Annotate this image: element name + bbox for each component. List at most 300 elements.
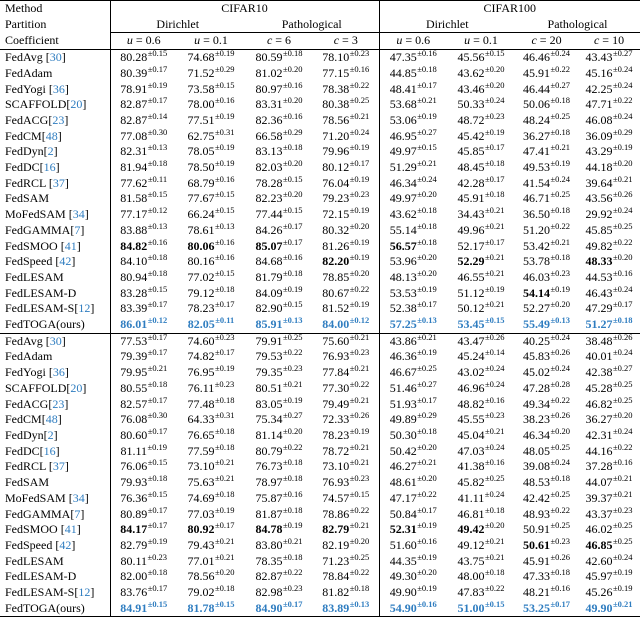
mean-value: 75.34 — [255, 412, 283, 427]
value-cell — [379, 254, 447, 270]
value-cell — [245, 551, 313, 570]
citation-link[interactable]: 20 — [70, 97, 83, 112]
plus-minus: ± — [613, 441, 618, 452]
std-value — [417, 237, 437, 247]
citation-link[interactable]: 7 — [74, 506, 81, 521]
std-value — [350, 567, 370, 577]
std-number: 0.18 — [152, 267, 168, 278]
mean-value: 51.27 — [585, 317, 613, 332]
std-value — [550, 599, 570, 609]
mean-value: 50.42 — [389, 443, 417, 458]
plus-minus: ± — [417, 142, 422, 153]
table-row — [0, 444, 640, 460]
std-number: 0.24 — [555, 48, 571, 59]
value-cell — [245, 317, 313, 333]
plus-minus: ± — [613, 488, 618, 499]
cite-open: [ — [52, 254, 60, 269]
cite-open: [ — [45, 175, 53, 190]
std-number: 0.17 — [219, 520, 235, 531]
mean-value: 82.98 — [255, 585, 283, 600]
plus-minus: ± — [484, 488, 490, 499]
plus-minus: ± — [147, 236, 153, 247]
std-value — [550, 48, 570, 58]
mean-value: 53.45 — [457, 317, 485, 332]
std-number: 0.17 — [421, 394, 437, 405]
citation-link[interactable]: 23 — [52, 112, 65, 127]
std-number: 0.24 — [489, 378, 505, 389]
plus-minus: ± — [282, 173, 288, 184]
std-value — [350, 189, 370, 199]
value-cell — [177, 378, 245, 397]
std-number: 0.20 — [421, 567, 437, 578]
mean-value: 78.35 — [255, 553, 283, 568]
std-value — [485, 158, 505, 168]
std-value — [550, 299, 570, 309]
std-value — [283, 95, 303, 105]
std-number: 0.17 — [354, 158, 370, 169]
plus-minus: ± — [417, 220, 422, 231]
std-value — [350, 552, 370, 562]
value-cell — [245, 254, 313, 270]
plus-minus: ± — [214, 126, 220, 137]
std-number: 0.21 — [489, 535, 505, 546]
plus-minus: ± — [613, 48, 618, 59]
citation-link[interactable]: 41 — [64, 522, 77, 537]
plus-minus: ± — [147, 95, 153, 106]
table-row — [0, 522, 640, 538]
citation-link[interactable]: 41 — [64, 238, 77, 253]
plus-minus: ± — [282, 142, 288, 153]
std-value — [613, 347, 633, 357]
plus-minus: ± — [613, 95, 618, 106]
mean-value: 78.28 — [255, 175, 283, 190]
value-cell — [177, 160, 245, 176]
plus-minus: ± — [417, 457, 422, 468]
mean-value: 82.20 — [322, 254, 350, 269]
cite-close: ] — [90, 585, 95, 600]
mean-value: 78.85 — [322, 269, 350, 284]
cite-close: ] — [80, 506, 85, 521]
std-number: 0.21 — [287, 535, 303, 546]
std-number: 0.20 — [489, 520, 505, 531]
citation-link[interactable]: 12 — [78, 585, 91, 600]
mean-value: 82.31 — [120, 144, 148, 159]
plus-minus: ± — [349, 583, 355, 594]
std-value — [283, 205, 303, 215]
std-value — [550, 174, 570, 184]
cite-open: [ — [45, 365, 53, 380]
value-cell — [379, 301, 447, 317]
citation-link[interactable]: 2 — [47, 427, 54, 442]
std-number: 0.16 — [489, 394, 505, 405]
plus-minus: ± — [282, 158, 288, 169]
value-cell — [245, 535, 313, 554]
std-number: 0.21 — [354, 110, 370, 121]
value-cell — [177, 365, 245, 381]
partition-label: Partition — [5, 16, 47, 31]
std-value — [148, 599, 168, 609]
mean-value: 81.94 — [120, 160, 148, 175]
mean-value: 29.92 — [585, 207, 613, 222]
cite-open: [ — [41, 412, 46, 427]
std-value — [283, 347, 303, 357]
std-value — [350, 347, 370, 357]
plus-minus: ± — [613, 267, 618, 278]
mean-value: 80.28 — [120, 50, 148, 65]
cite-close: ] — [64, 459, 69, 474]
method-cell — [0, 176, 110, 192]
citation-link[interactable]: 23 — [52, 396, 65, 411]
std-number: 0.18 — [421, 63, 437, 74]
mean-value: 53.06 — [389, 112, 417, 127]
plus-minus: ± — [147, 267, 153, 278]
mean-value: 85.07 — [255, 238, 283, 253]
value-cell — [245, 475, 313, 491]
plus-minus: ± — [349, 488, 355, 499]
method-name: FedDyn — [5, 144, 44, 159]
mean-value: 48.00 — [457, 569, 485, 584]
std-value — [350, 426, 370, 436]
plus-minus: ± — [349, 110, 355, 121]
plus-minus: ± — [550, 189, 556, 200]
std-number: 0.24 — [489, 95, 505, 106]
value-cell — [379, 598, 447, 617]
plus-minus: ± — [484, 598, 490, 609]
mean-value: 47.29 — [585, 301, 613, 316]
value-cell — [379, 365, 447, 381]
mean-value: 82.90 — [255, 301, 283, 316]
mean-value: 46.95 — [389, 128, 417, 143]
std-number: 0.15 — [152, 48, 168, 59]
mean-value: 43.62 — [457, 65, 485, 80]
mean-value: 49.96 — [457, 222, 485, 237]
mean-value: 38.48 — [585, 333, 613, 348]
std-number: 0.15 — [152, 189, 168, 200]
value-cell — [245, 349, 313, 365]
table-row — [0, 459, 640, 475]
std-value — [550, 536, 570, 546]
table-row — [0, 475, 640, 491]
mean-value: 39.08 — [522, 459, 550, 474]
plus-minus: ± — [550, 220, 556, 231]
std-value — [485, 332, 505, 342]
method-name: FedACG — [5, 112, 49, 127]
std-value — [550, 379, 570, 389]
citation-link[interactable]: 16 — [43, 443, 56, 458]
value-cell — [447, 394, 515, 413]
std-number: 0.26 — [617, 189, 633, 200]
plus-minus: ± — [613, 110, 618, 121]
value-cell — [379, 569, 447, 585]
method-cell — [0, 365, 110, 381]
value-cell — [379, 63, 447, 82]
mean-value: 44.16 — [585, 443, 613, 458]
mean-value: 79.39 — [120, 349, 148, 364]
plus-minus: ± — [484, 79, 490, 90]
std-number: 0.25 — [555, 189, 571, 200]
cite-open: [ — [41, 128, 46, 143]
plus-minus: ± — [550, 142, 556, 153]
citation-link[interactable]: 42 — [59, 537, 72, 552]
std-number: 0.22 — [287, 567, 303, 578]
mean-value: 48.82 — [457, 396, 485, 411]
std-value — [148, 174, 167, 184]
std-number: 0.18 — [152, 567, 168, 578]
coefficient-label: Coefficient — [5, 33, 59, 48]
std-value — [485, 583, 505, 593]
std-value — [613, 583, 633, 593]
cite-close: ] — [57, 412, 62, 427]
plus-minus: ± — [282, 378, 288, 389]
mean-value: 46.34 — [522, 427, 550, 442]
value-cell — [447, 254, 515, 270]
plus-minus: ± — [282, 110, 288, 121]
table-row — [0, 601, 640, 617]
plus-minus: ± — [147, 331, 153, 342]
std-value — [485, 347, 505, 357]
mean-value: 43.56 — [585, 191, 613, 206]
citation-link[interactable]: 2 — [47, 144, 54, 159]
plus-minus: ± — [550, 535, 556, 546]
std-value — [417, 80, 437, 90]
citation-link[interactable]: 48 — [45, 128, 58, 143]
std-number: 0.19 — [354, 142, 370, 153]
std-number: 0.26 — [617, 331, 633, 342]
std-number: 0.22 — [617, 441, 633, 452]
mean-value: 78.86 — [322, 506, 350, 521]
plus-minus: ± — [282, 441, 288, 452]
cite-close: ] — [76, 522, 81, 537]
mean-value: 76.93 — [322, 349, 350, 364]
plus-minus: ± — [282, 551, 288, 562]
method-cell — [0, 113, 110, 129]
value-cell — [245, 50, 313, 66]
table-row — [0, 191, 640, 207]
std-number: 0.15 — [354, 488, 370, 499]
plus-minus: ± — [147, 252, 153, 263]
plus-minus: ± — [613, 347, 618, 358]
std-value — [485, 189, 505, 199]
mean-value: 81.14 — [255, 427, 283, 442]
std-value — [350, 583, 370, 593]
std-value — [215, 268, 235, 278]
value-cell — [177, 301, 245, 317]
mean-value: 39.37 — [585, 490, 613, 505]
std-number: 0.18 — [219, 283, 235, 294]
plus-minus: ± — [417, 363, 422, 374]
mean-value: 80.97 — [255, 81, 283, 96]
std-number: 0.21 — [354, 394, 370, 405]
citation-link[interactable]: 20 — [70, 380, 83, 395]
std-number: 0.18 — [354, 583, 370, 594]
std-value — [215, 189, 235, 199]
plus-minus: ± — [484, 205, 490, 216]
citation-link[interactable]: 42 — [59, 254, 72, 269]
plus-minus: ± — [417, 567, 422, 578]
plus-minus: ± — [282, 79, 288, 90]
plus-minus: ± — [613, 504, 618, 515]
mean-value: 82.79 — [322, 522, 350, 537]
value-cell — [177, 441, 245, 460]
std-number: 0.19 — [421, 283, 437, 294]
plus-minus: ± — [484, 425, 490, 436]
plus-minus: ± — [349, 63, 355, 74]
mean-value: 43.37 — [585, 506, 613, 521]
plus-minus: ± — [484, 189, 490, 200]
citation-link[interactable]: 34 — [72, 490, 85, 505]
value-cell — [379, 522, 447, 538]
std-number: 0.11 — [152, 173, 168, 184]
plus-minus: ± — [349, 410, 355, 421]
std-value — [485, 473, 505, 483]
plus-minus: ± — [214, 520, 220, 531]
method-name: FedGAMMA — [5, 506, 71, 521]
std-value — [550, 64, 570, 74]
std-number: 0.11 — [219, 315, 235, 326]
std-number: 0.23 — [354, 189, 370, 200]
plus-minus: ± — [349, 504, 355, 515]
std-number: 0.17 — [152, 347, 168, 358]
value-cell — [447, 412, 515, 428]
plus-minus: ± — [484, 173, 490, 184]
plus-minus: ± — [147, 79, 153, 90]
value-cell — [177, 425, 245, 444]
std-value — [613, 410, 633, 420]
std-number: 0.15 — [219, 189, 235, 200]
citation-link[interactable]: 34 — [72, 207, 85, 222]
coefficient-symbol: u — [194, 33, 201, 48]
std-value — [485, 221, 505, 231]
std-number: 0.21 — [489, 205, 505, 216]
std-value — [550, 284, 570, 294]
std-value — [283, 252, 303, 262]
std-number: 0.20 — [287, 95, 303, 106]
mean-value: 79.53 — [255, 349, 283, 364]
value-cell — [447, 236, 515, 255]
plus-minus: ± — [417, 520, 422, 531]
mean-value: 45.82 — [457, 475, 485, 490]
citation-link[interactable]: 30 — [49, 333, 62, 348]
mean-value: 80.79 — [255, 443, 283, 458]
mean-value: 81.26 — [322, 238, 350, 253]
mean-value: 82.23 — [255, 191, 283, 206]
plus-minus: ± — [147, 504, 153, 515]
cite-open: [ — [65, 207, 73, 222]
plus-minus: ± — [484, 378, 490, 389]
mean-value: 78.23 — [187, 301, 215, 316]
std-value — [550, 252, 570, 262]
citation-link[interactable]: 16 — [43, 160, 56, 175]
std-value — [417, 111, 437, 121]
std-number: 0.18 — [617, 315, 633, 326]
value-cell — [245, 333, 313, 349]
mean-value: 76.95 — [187, 365, 215, 380]
plus-minus: ± — [550, 267, 556, 278]
std-number: 0.20 — [421, 252, 437, 263]
std-value — [215, 111, 235, 121]
citation-link[interactable]: 12 — [78, 301, 91, 316]
value-cell — [177, 254, 245, 270]
std-number: 0.17 — [287, 598, 303, 609]
citation-link[interactable]: 30 — [49, 50, 62, 65]
std-number: 0.29 — [617, 126, 633, 137]
method-name: FedSAM — [5, 475, 50, 490]
std-value — [485, 237, 505, 247]
citation-link[interactable]: 36 — [52, 81, 65, 96]
citation-link[interactable]: 37 — [52, 175, 65, 190]
mean-value: 52.27 — [522, 301, 550, 316]
cite-close: ] — [55, 160, 60, 175]
citation-link[interactable]: 48 — [45, 412, 58, 427]
std-value — [148, 347, 168, 357]
plus-minus: ± — [550, 126, 556, 137]
std-number: 0.17 — [152, 299, 168, 310]
std-number: 0.15 — [219, 79, 235, 90]
std-number: 0.18 — [555, 473, 571, 484]
std-number: 0.13 — [219, 220, 235, 231]
std-number: 0.19 — [152, 441, 168, 452]
plus-minus: ± — [349, 126, 355, 137]
mean-value: 78.23 — [322, 427, 350, 442]
std-number: 0.18 — [219, 583, 235, 594]
cite-close: ] — [90, 301, 95, 316]
std-value — [283, 127, 303, 137]
partition-pathological-cifar100: Pathological — [515, 17, 640, 33]
value-cell — [379, 378, 447, 397]
std-number: 0.21 — [489, 425, 505, 436]
method-name: FedLESAM — [5, 553, 64, 568]
std-number: 0.18 — [555, 567, 571, 578]
std-number: 0.25 — [617, 220, 633, 231]
plus-minus: ± — [613, 158, 618, 169]
mean-value: 49.34 — [522, 396, 550, 411]
std-value — [485, 284, 505, 294]
std-number: 0.15 — [287, 173, 303, 184]
std-value — [283, 395, 303, 405]
std-value — [485, 268, 505, 278]
std-value — [417, 48, 437, 58]
mean-value: 79.43 — [187, 537, 215, 552]
method-name: FedAvg — [5, 50, 43, 65]
citation-link[interactable]: 7 — [74, 222, 81, 237]
mean-value: 48.45 — [457, 160, 485, 175]
mean-value: 48.41 — [389, 81, 417, 96]
citation-link[interactable]: 36 — [52, 365, 65, 380]
cite-close: ] — [57, 128, 62, 143]
std-value — [550, 158, 570, 168]
plus-minus: ± — [613, 299, 618, 310]
value-cell — [313, 598, 379, 617]
std-value — [148, 284, 168, 294]
std-value — [350, 599, 370, 609]
mean-value: 51.00 — [457, 600, 485, 615]
citation-link[interactable]: 37 — [52, 459, 65, 474]
table-row — [0, 428, 640, 444]
plus-minus: ± — [417, 189, 422, 200]
plus-minus: ± — [550, 394, 556, 405]
cite-close: ] — [82, 97, 87, 112]
cite-close: ] — [64, 396, 69, 411]
std-value — [148, 95, 168, 105]
std-number: 0.22 — [354, 283, 370, 294]
std-number: 0.12 — [152, 205, 168, 216]
std-number: 0.23 — [489, 110, 505, 121]
std-number: 0.13 — [287, 315, 303, 326]
std-value — [613, 64, 633, 74]
std-number: 0.20 — [287, 158, 303, 169]
mean-value: 51.20 — [522, 222, 550, 237]
std-value — [215, 252, 235, 262]
